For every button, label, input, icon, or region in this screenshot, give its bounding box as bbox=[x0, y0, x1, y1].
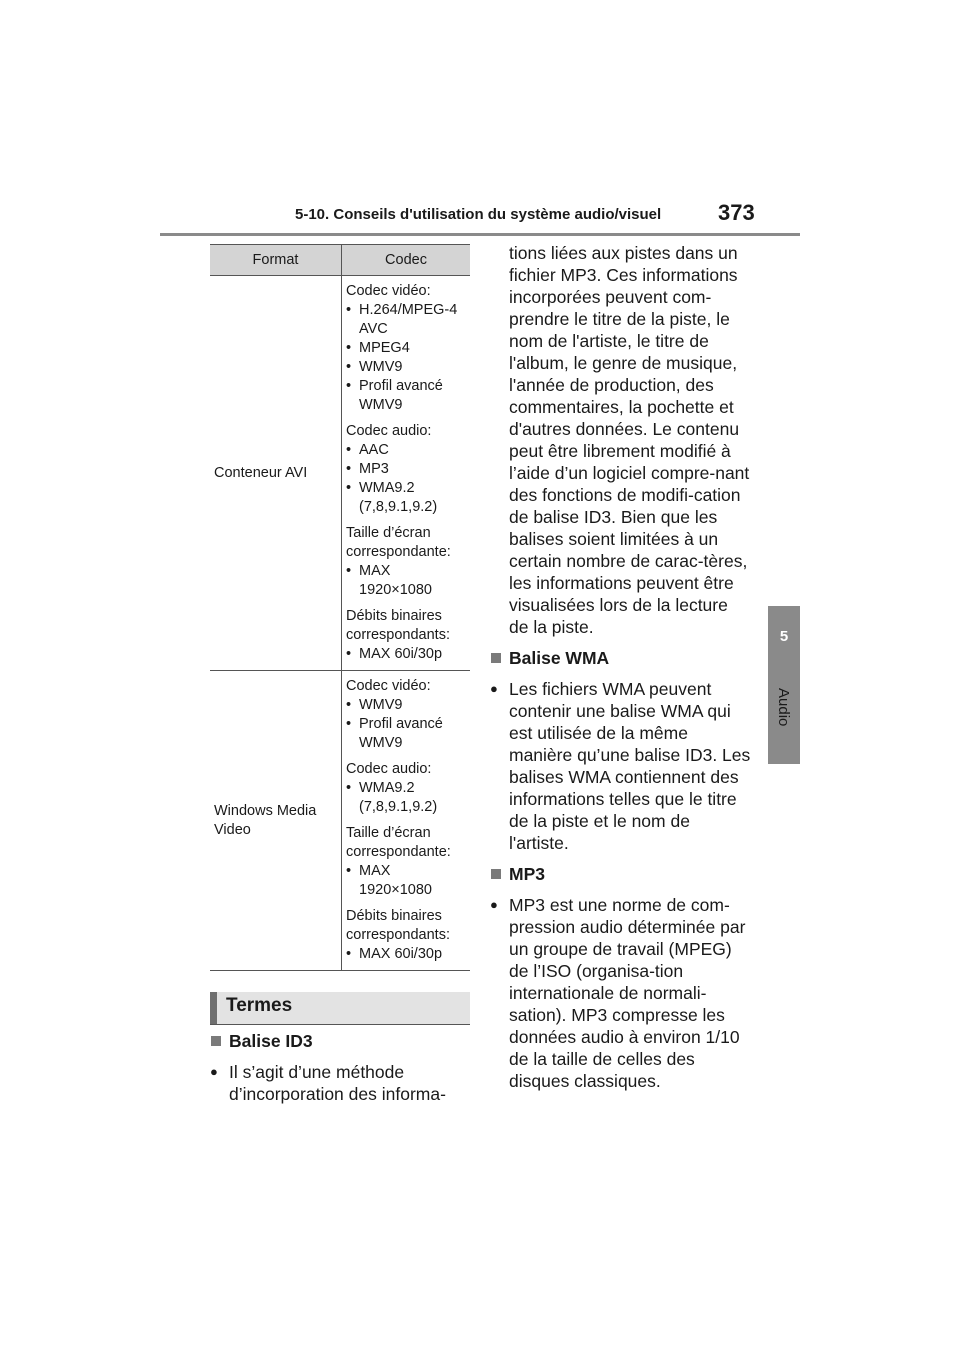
list-item: • WMV9 bbox=[346, 358, 467, 377]
codec-group bbox=[346, 282, 467, 415]
list-item: • WMA9.2 (7,8,9.1,9.2) bbox=[346, 479, 467, 517]
codec-table bbox=[210, 244, 470, 971]
mp3-text: ● MP3 est une norme de com-pression audio déterminée par un groupe de travail (MPEG) de l’ISO (organisa-tion internationale de normali-sation). MP3 compresse les données audio à environ 1/10 de la taille de celles des disques classiques. bbox=[490, 894, 752, 1092]
terms-heading bbox=[210, 992, 470, 1025]
format-cell: Windows Media Video bbox=[210, 671, 342, 971]
list-item: • MP3 bbox=[346, 460, 467, 479]
heading-accent-bar bbox=[210, 992, 217, 1024]
mp3-title: MP3 bbox=[490, 863, 752, 885]
list-item: • MAX 60i/30p bbox=[346, 945, 467, 964]
group-title: Taille d’écran correspondante: bbox=[346, 525, 451, 560]
chapter-tab-number: 5 bbox=[779, 628, 789, 645]
codec-group bbox=[346, 824, 467, 900]
list-item: • Profil avancé WMV9 bbox=[346, 715, 467, 753]
page-header bbox=[0, 0, 960, 240]
list-item: • WMA9.2 (7,8,9.1,9.2) bbox=[346, 779, 467, 817]
codec-group bbox=[346, 677, 467, 753]
header-format: Format bbox=[210, 245, 342, 276]
group-title: Taille d’écran correspondante: bbox=[346, 825, 451, 860]
list-item: • WMV9 bbox=[346, 696, 467, 715]
group-title: Codec vidéo: bbox=[346, 678, 431, 694]
left-column-text bbox=[210, 1030, 472, 1105]
table-row bbox=[210, 276, 470, 671]
terms-heading-text: Termes bbox=[226, 995, 293, 1016]
codec-cell bbox=[342, 671, 471, 971]
list-item: • MAX 1920×1080 bbox=[346, 562, 467, 600]
list-item: • Profil avancé WMV9 bbox=[346, 377, 467, 415]
codec-cell bbox=[342, 276, 471, 671]
group-title: Débits binaires correspondants: bbox=[346, 608, 450, 643]
format-cell: Conteneur AVI bbox=[210, 276, 342, 671]
codec-group bbox=[346, 907, 467, 964]
group-title: Codec vidéo: bbox=[346, 283, 431, 299]
section-title: 5-10. Conseils d'utilisation du système audio/visuel bbox=[295, 206, 662, 223]
chapter-tab-label: Audio bbox=[775, 688, 792, 727]
codec-group bbox=[346, 760, 467, 817]
right-column-text bbox=[490, 242, 752, 1092]
group-title: Débits binaires correspondants: bbox=[346, 908, 450, 943]
page-number: 373 bbox=[718, 200, 755, 225]
list-item: • MAX 60i/30p bbox=[346, 645, 467, 664]
group-title: Codec audio: bbox=[346, 423, 432, 439]
list-item: • AAC bbox=[346, 441, 467, 460]
chapter-tab bbox=[768, 606, 800, 764]
list-item: • H.264/MPEG-4 AVC bbox=[346, 301, 467, 339]
wma-tag-title: Balise WMA bbox=[490, 647, 752, 669]
codec-group bbox=[346, 422, 467, 517]
group-title: Codec audio: bbox=[346, 761, 432, 777]
header-codec: Codec bbox=[342, 245, 471, 276]
codec-group bbox=[346, 607, 467, 664]
header-rule bbox=[160, 233, 800, 236]
list-item: • MPEG4 bbox=[346, 339, 467, 358]
codec-group bbox=[346, 524, 467, 600]
table-header-row bbox=[210, 245, 470, 276]
id3-tag-text-start: ● Il s’agit d’une méthode d’incorporation des informa- bbox=[210, 1061, 472, 1105]
wma-tag-text: ● Les fichiers WMA peuvent contenir une balise WMA qui est utilisée de la même manière qu’une balise ID3. Les balises WMA contiennent des informations telles que le titre de la piste et le nom de l'artiste. bbox=[490, 678, 752, 854]
list-item: • MAX 1920×1080 bbox=[346, 862, 467, 900]
id3-tag-text-continued: tions liées aux pistes dans un fichier MP3. Ces informations incorporées peuvent com-prendre le titre de la piste, le nom de l'artiste, le titre de l'album, le genre de musique, l'année de production, des commentaires, la pochette et d'autres données. Le contenu peut être librement modifié à l’aide d’un logiciel compre-nant des fonctions de modifi-cation de balise ID3. Bien que les balises soient limitées à un certain nombre de carac-tères, les informations peuvent être visualisées lors de la lecture de la piste. bbox=[509, 243, 750, 637]
table-row bbox=[210, 671, 470, 971]
id3-tag-title: Balise ID3 bbox=[210, 1030, 472, 1052]
